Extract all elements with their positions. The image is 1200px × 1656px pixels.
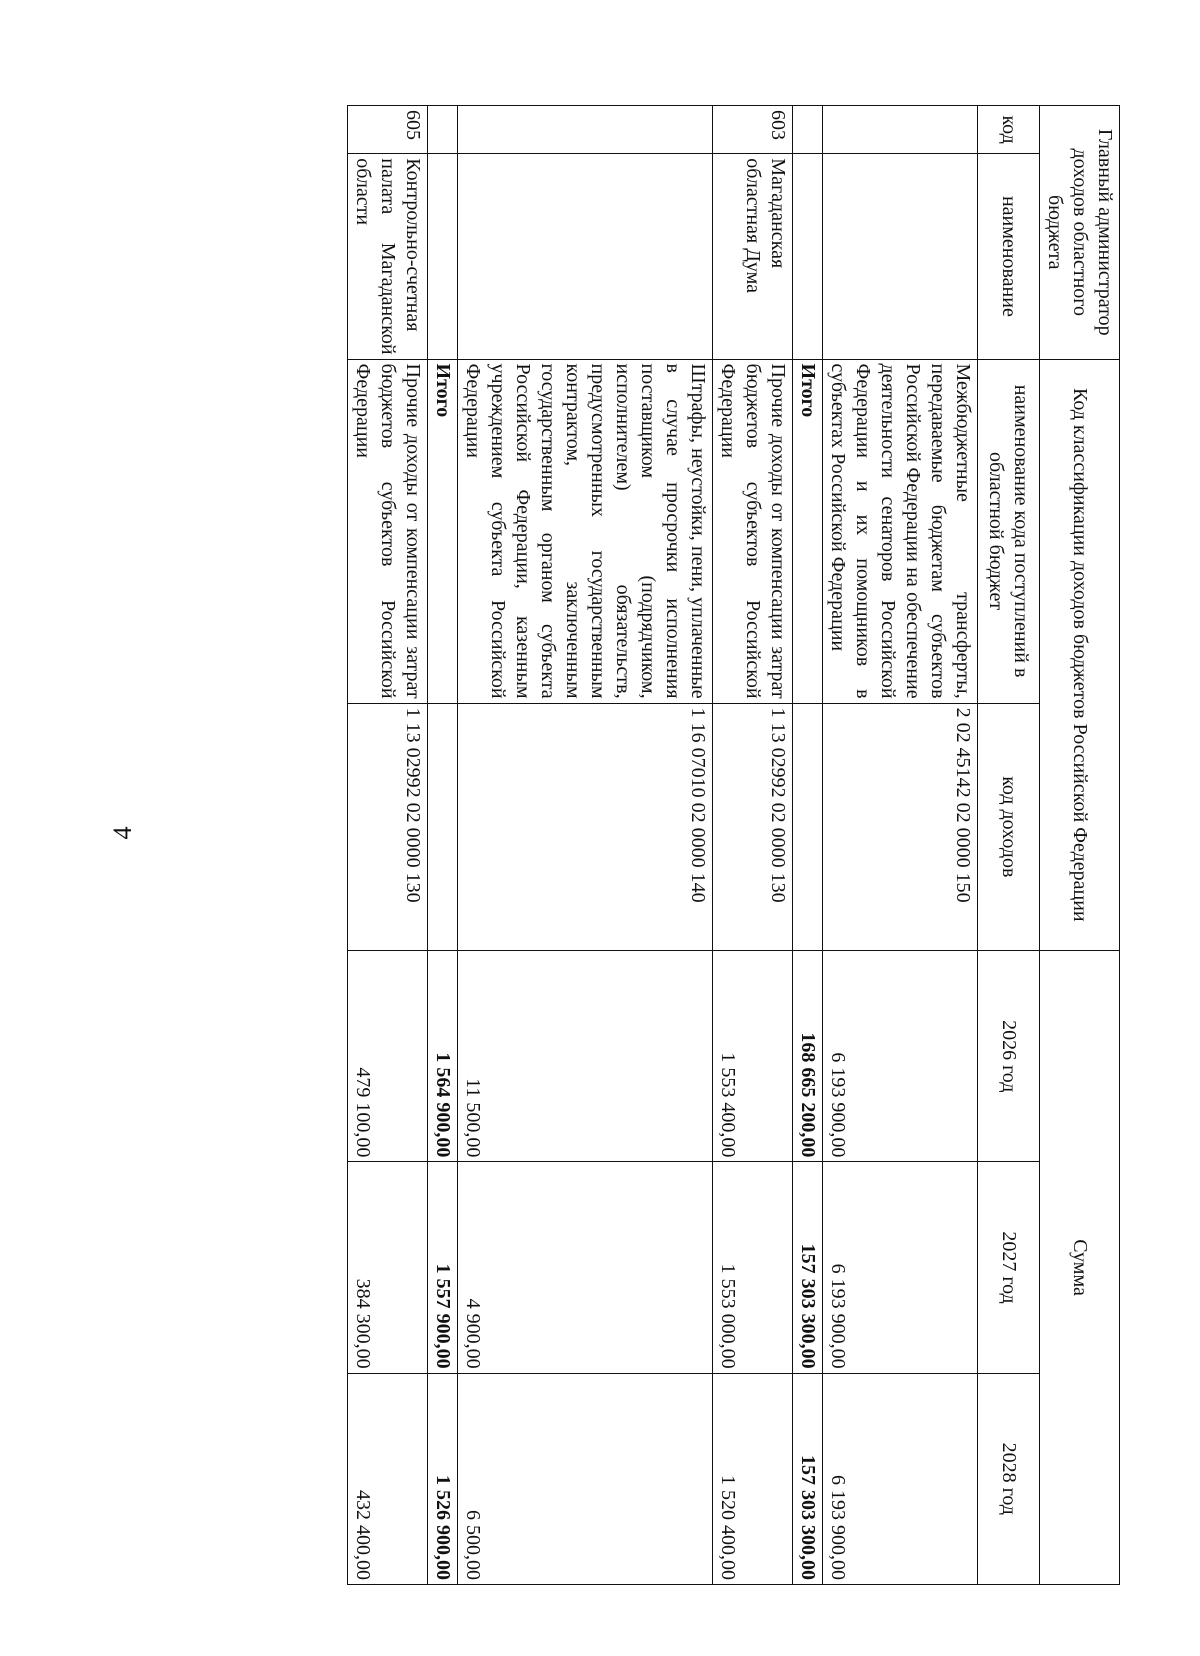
row-kod: 2 02 45142 02 0000 150 — [823, 703, 978, 951]
table-row — [348, 106, 428, 1585]
row-code: 603 — [713, 106, 793, 154]
header-admin-group: Главный администратор доходов областного бюджета — [1040, 106, 1120, 360]
header-class-name: наименование кода поступлений в областной бюджет — [978, 359, 1040, 703]
row-admin: Магаданская областная Дума — [713, 154, 793, 359]
table-row — [823, 106, 978, 1585]
row-value-2026: 11 500,00 — [458, 951, 713, 1162]
row-value-2028: 157 303 300,00 — [793, 1373, 823, 1584]
row-code: 605 — [348, 106, 428, 154]
row-value-2026: 6 193 900,00 — [823, 951, 978, 1162]
row-value-2027: 384 300,00 — [348, 1162, 428, 1373]
row-kod: 1 13 02992 02 0000 130 — [713, 703, 793, 951]
row-code — [793, 106, 823, 154]
row-name: Прочие доходы от компенсации затрат бюджетов субъектов Российской Федерации — [713, 359, 793, 703]
row-value-2027: 1 557 900,00 — [428, 1162, 458, 1373]
row-value-2026: 479 100,00 — [348, 951, 428, 1162]
row-value-2026: 1 553 400,00 — [713, 951, 793, 1162]
row-value-2027: 1 553 000,00 — [713, 1162, 793, 1373]
row-name: Межбюджетные трансферты, передаваемые бюджетам субъектов Российской Федерации на обеспечение деятельности сенаторов Российской Федерации и их помощников в субъектах Российской Федерации — [823, 359, 978, 703]
row-admin — [823, 154, 978, 359]
row-kod: 1 16 07010 02 0000 140 — [458, 703, 713, 951]
row-name: Штрафы, неустойки, пени, уплаченные в случае просрочки исполнения поставщиком (подрядчиком, исполнителем) обязательств, предусмотренных государственным контрактом, заключенным государственным органом субъекта Российской Федерации, казенным учреждением субъекта Российской Федерации — [458, 359, 713, 703]
table-row — [458, 106, 713, 1585]
row-code — [823, 106, 978, 154]
row-value-2027: 4 900,00 — [458, 1162, 713, 1373]
row-name: Прочие доходы от компенсации затрат бюджетов субъектов Российской Федерации — [348, 359, 428, 703]
row-value-2028: 1 526 900,00 — [428, 1373, 458, 1584]
row-name: Итого — [793, 359, 823, 703]
row-code — [458, 106, 713, 154]
row-value-2028: 6 193 900,00 — [823, 1373, 978, 1584]
page-number: 4 — [108, 826, 137, 840]
header-year-2028: 2028 год — [978, 1373, 1040, 1584]
table-row-total — [793, 106, 823, 1585]
row-value-2026: 1 564 900,00 — [428, 951, 458, 1162]
row-kod — [428, 703, 458, 951]
row-admin — [428, 154, 458, 359]
row-value-2027: 6 193 900,00 — [823, 1162, 978, 1373]
header-year-2026: 2026 год — [978, 951, 1040, 1162]
row-admin — [793, 154, 823, 359]
header-classification-group: Код классификации доходов бюджетов Российской Федерации — [1040, 359, 1120, 951]
row-kod: 1 13 02992 02 0000 130 — [348, 703, 428, 951]
row-admin: Контрольно-счетная палата Магаданской области — [348, 154, 428, 359]
row-code — [428, 106, 458, 154]
row-value-2027: 157 303 300,00 — [793, 1162, 823, 1373]
table-row-total — [428, 106, 458, 1585]
header-sum-group: Сумма — [1040, 951, 1120, 1585]
header-year-2027: 2027 год — [978, 1162, 1040, 1373]
row-value-2028: 432 400,00 — [348, 1373, 428, 1584]
row-value-2028: 1 520 400,00 — [713, 1373, 793, 1584]
header-admin-name: наименование — [978, 154, 1040, 359]
row-admin — [458, 154, 713, 359]
row-value-2026: 168 665 200,00 — [793, 951, 823, 1162]
header-admin-code: код — [978, 106, 1040, 154]
row-kod — [793, 703, 823, 951]
row-value-2028: 6 500,00 — [458, 1373, 713, 1584]
table-row — [713, 106, 793, 1585]
header-class-code: код доходов — [978, 703, 1040, 951]
rotated-page — [170, 105, 1120, 1585]
revenue-table — [347, 105, 1120, 1585]
row-name: Итого — [428, 359, 458, 703]
